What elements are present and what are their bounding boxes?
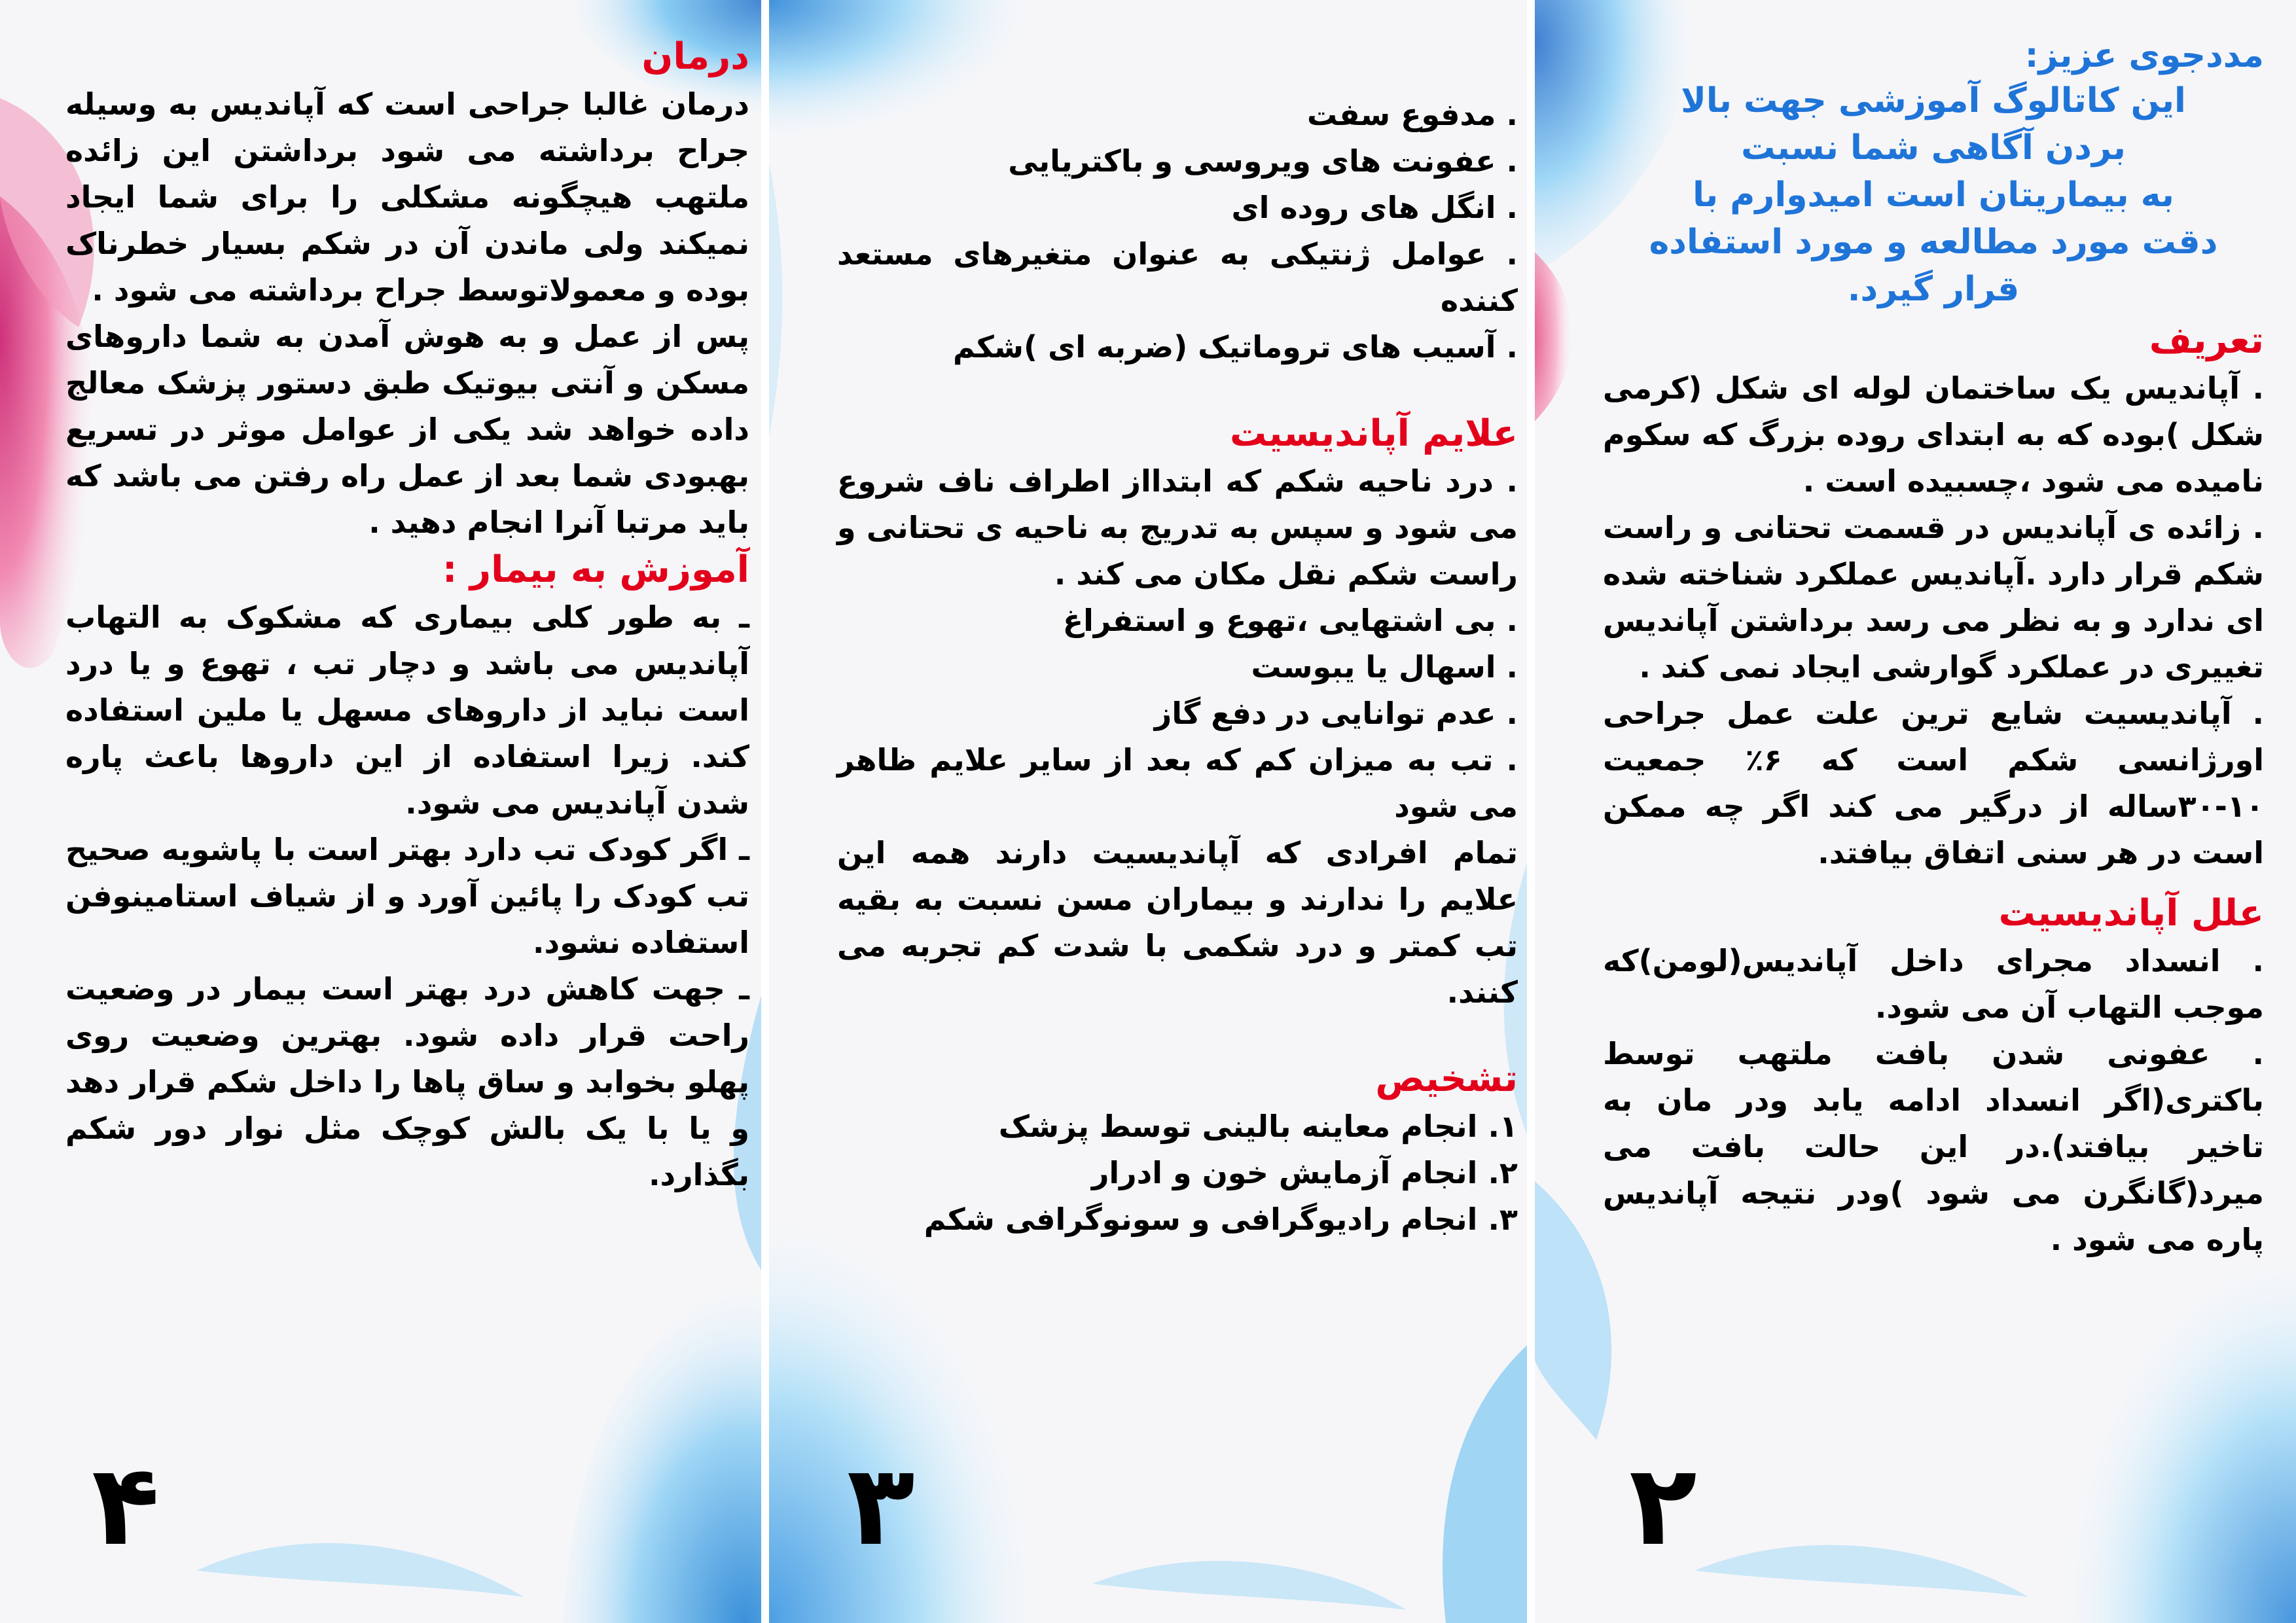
definition-title: تعریف: [2149, 319, 2264, 362]
symptoms-note: تمام افرادی که آپاندیسیت دارند همه این علایم را ندارند و بیماران مسن نسبت به بقیه تب کمتر و درد شکمی با شدت کم تجربه می کنند.: [837, 835, 1518, 1010]
intro-line: بردن آگاهی شما نسبت: [1741, 128, 2126, 168]
diagnosis-title: تشخیص: [1375, 1058, 1518, 1100]
definition-item: . آپاندیسیت شایع ترین علت عمل جراحی اورژانسی شکم است که ۶٪ جمعیت ۱۰-۳۰ساله از درگیر می کند اگر چه ممکن است در هر سنی اتفاق بیافتد.: [1603, 696, 2264, 870]
panel-page-2: [1531, 0, 2296, 1623]
education-paragraph: ـ جهت کاهش درد بهتر است بیمار در وضعیت راحت قرار داده شود. بهترین وضعیت روی پهلو بخوابد و ساق پاها را داخل شکم قرار دهد و یا با یک بالش کوچک مثل نوار دور شکم بگذارد.: [65, 971, 749, 1192]
intro-title: مددجوی عزیز:: [2024, 36, 2264, 75]
cause-item: . مدفوع سفت: [1307, 97, 1518, 132]
symptom-item: . تب به میزان کم که بعد از سایر علایم ظاهر می شود: [837, 742, 1518, 824]
intro-line: به بیماریتان است امیدوارم با: [1693, 175, 2174, 215]
page-number: ۳: [847, 1441, 915, 1571]
diagnosis-item: ۲. انجام آزمایش خون و ادرار: [1091, 1155, 1518, 1190]
symptom-item: . اسهال یا یبوست: [1251, 649, 1518, 685]
page-number: ۴: [92, 1441, 160, 1571]
symptom-item: . بی اشتهایی ،تهوع و استفراغ: [1062, 603, 1518, 638]
intro-line: دقت مورد مطالعه و مورد استفاده: [1649, 223, 2218, 262]
cause-item: . آسیب های تروماتیک (ضربه ای )شکم: [952, 329, 1518, 365]
diagnosis-item: ۳. انجام رادیوگرافی و سونوگرافی شکم: [924, 1202, 1518, 1237]
cause-item: . انسداد مجرای داخل آپاندیس(لومن)که موجب التهاب آن می شود.: [1603, 943, 2264, 1025]
panel-2-content: [1603, 34, 2264, 1263]
fold-divider: [761, 0, 769, 1623]
treatment-paragraph: پس از عمل و به هوش آمدن به شما داروهای مسکن و آنتی بیوتیک طبق دستور پزشک معالج داده خواهد شد یکی از عوامل موثر در تسریع بهبودی شما بعد از عمل راه رفتن می باشد که باید مرتبا آنرا انجام دهید .: [65, 319, 749, 540]
treatment-paragraph: درمان غالبا جراحی است که آپاندیس به وسیله جراح برداشته می شود برداشتن این زائده ملتهب هیچگونه مشکلی را برای شما ایجاد نمیکند ولی ماندن آن در شکم بسیار خطرناک بوده و معمولاتوسط جراح برداشته می شود .: [65, 86, 749, 308]
panel-page-4: [0, 0, 765, 1623]
symptoms-title: علایم آپاندیسیت: [1230, 412, 1518, 455]
panel-4-content: [65, 33, 749, 1198]
diagnosis-item: ۱. انجام معاینه بالینی توسط پزشک: [998, 1109, 1518, 1144]
definition-item: . آپاندیس یک ساختمان لوله ای شکل (کرمی شکل )بوده که به ابتدای روده بزرگ که سکوم نامیده می شود ،چسبیده است .: [1603, 370, 2264, 499]
fold-divider: [1527, 0, 1535, 1623]
cause-item: . انگل های روده ای: [1231, 190, 1518, 225]
definition-item: . زائده ی آپاندیس در قسمت تحتانی و راست شکم قرار دارد .آپاندیس عملکرد شناخته شده ای ندارد و به نظر می رسد برداشتن آپاندیس تغییری در عملکرد گوارشی ایجاد نمی کند .: [1603, 510, 2264, 685]
intro-message: [1603, 77, 2264, 313]
causes-title: علل آپاندیسیت: [1998, 892, 2264, 935]
education-paragraph: ـ به طور کلی بیماری که مشکوک به التهاب آپاندیس می باشد و دچار تب ، تهوع و یا درد است نباید از داروهای مسهل یا ملین استفاده کند. زیرا استفاده از این داروها باعث پاره شدن آپاندیس می شود.: [65, 599, 749, 821]
intro-line: این کاتالوگ آموزشی جهت بالا: [1681, 81, 2186, 120]
diagnosis-list: [837, 1103, 1518, 1243]
panel-3-content: [837, 92, 1518, 1243]
education-paragraph: ـ اگر کودک تب دارد بهتر است با پاشویه صحیح تب کودک را پائین آورد و از شیاف استامینوفن استفاده نشود.: [65, 832, 749, 960]
education-title: آموزش به بیمار :: [442, 548, 749, 591]
treatment-title: درمان: [641, 35, 749, 78]
intro-line: قرار گیرد.: [1847, 270, 2020, 309]
cause-item: . عفونت های ویروسی و باکتریایی: [1008, 143, 1518, 179]
cause-item: . عفونی شدن بافت ملتهب توسط باکتری(اگر انسداد ادامه یابد ودر مان به تاخیر بیافتد).در این حالت بافت می میرد(گانگرن می شود )ودر نتیجه آپاندیس پاره می شود .: [1603, 1036, 2264, 1257]
symptom-item: . درد ناحیه شکم که ابتدااز اطراف ناف شروع می شود و سپس به تدریج به ناحیه ی تحتانی و راست شکم نقل مکان می کند .: [837, 463, 1518, 592]
symptom-item: . عدم توانایی در دفع گاز: [1154, 696, 1518, 731]
panel-page-3: [765, 0, 1531, 1623]
cause-item: . عوامل ژنتیکی به عنوان متغیرهای مستعد کننده: [837, 236, 1518, 318]
page-number: ۲: [1629, 1441, 1697, 1571]
